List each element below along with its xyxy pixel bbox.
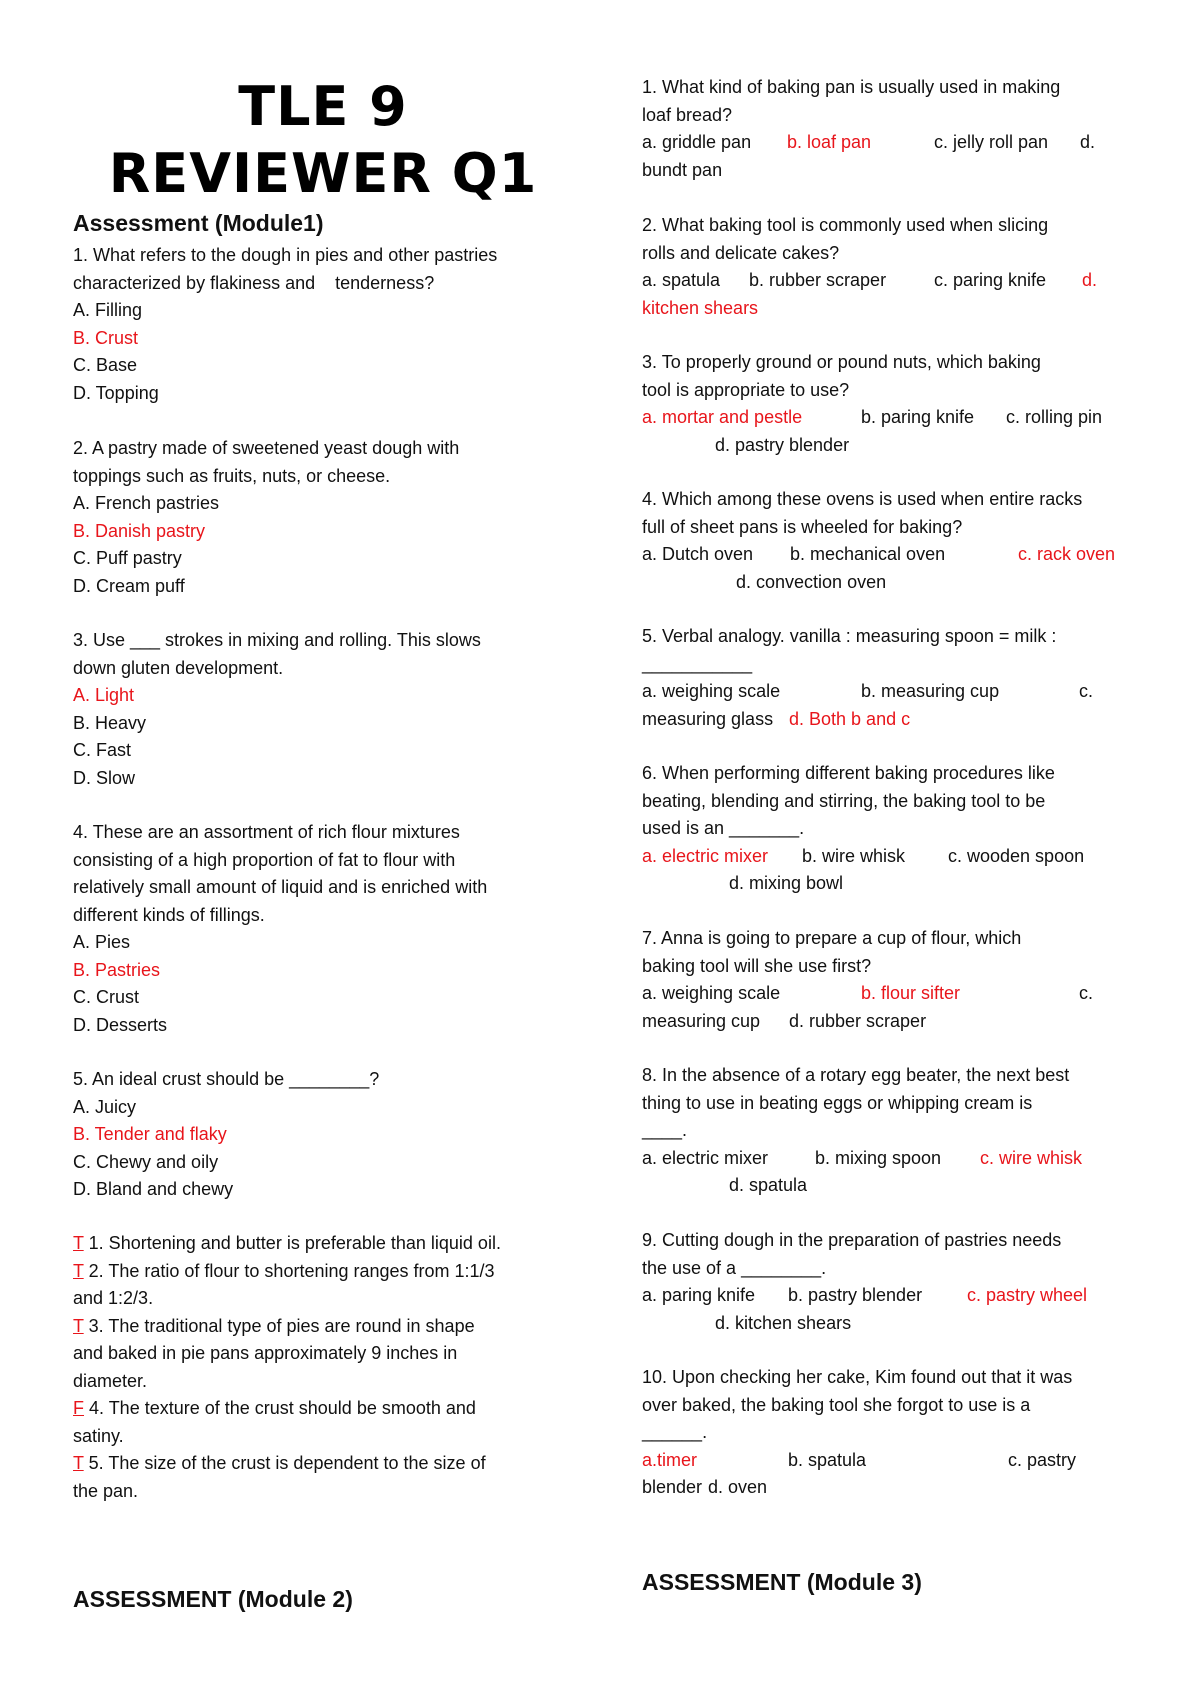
question-stem: 2. A pastry made of sweetened yeast dough with	[73, 438, 460, 458]
answer-blank: ____.	[642, 1120, 688, 1140]
tf-item	[73, 1258, 501, 1286]
option: a. griddle pan	[642, 132, 752, 152]
option: D. Slow	[73, 767, 136, 788]
option: A. French pastries	[73, 493, 220, 513]
option: C. Puff pastry	[73, 548, 182, 568]
question-stem: 3. To properly ground or pound nuts, which baking	[642, 352, 1041, 372]
correct-option: B. Pastries	[73, 959, 161, 980]
answer-blank: ______.	[642, 1422, 708, 1442]
m1-question-4	[73, 819, 487, 1039]
option: b. paring knife	[861, 407, 975, 427]
option: C. Fast	[73, 740, 132, 760]
question-stem: 4. These are an assortment of rich flour mixtures	[73, 822, 460, 842]
question-stem: 8. In the absence of a rotary egg beater, the next best	[642, 1065, 1070, 1085]
question-stem: tool is appropriate to use?	[642, 379, 850, 400]
question-stem: 5. Verbal analogy. vanilla : measuring spoon = milk :	[642, 626, 1057, 646]
option: D. Desserts	[73, 1014, 168, 1035]
tf-statement: 5. The size of the crust is dependent to the size of	[83, 1453, 486, 1473]
option: a. electric mixer	[642, 1147, 769, 1168]
option: A. Pies	[73, 932, 131, 952]
option: a. paring knife	[642, 1285, 756, 1305]
r-question-8	[642, 1062, 1083, 1200]
option: B. Heavy	[73, 712, 147, 733]
question-stem: the use of a ________.	[642, 1257, 827, 1278]
tf-answer: T	[73, 1233, 84, 1253]
option: c.	[1079, 983, 1094, 1003]
correct-option: B. Crust	[73, 327, 139, 348]
correct-option: d. Both b and c	[789, 708, 911, 729]
option: C. Base	[73, 355, 138, 375]
options-row	[642, 432, 1041, 460]
answer-blank: ___________	[642, 653, 753, 674]
options-row	[642, 1474, 1072, 1502]
tf-statement: diameter.	[73, 1370, 148, 1391]
r-question-3	[642, 349, 1103, 459]
r-question-7	[642, 925, 1094, 1035]
correct-option: a. mortar and pestle	[642, 407, 803, 427]
option: b. measuring cup	[861, 681, 1000, 701]
options-row	[642, 404, 1103, 432]
options-row	[642, 870, 1055, 898]
question-stem: used is an _______.	[642, 818, 805, 838]
option: bundt pan	[642, 159, 723, 180]
tf-statement: 2. The ratio of flour to shortening ranges from 1:1/3	[83, 1260, 495, 1281]
m1-question-2	[73, 435, 459, 600]
r-question-5	[642, 623, 1094, 733]
options-row	[642, 1145, 1083, 1173]
question-stem: different kinds of fillings.	[73, 904, 265, 925]
question-stem: consisting of a high proportion of fat to flour with	[73, 849, 456, 870]
question-stem: beating, blending and stirring, the baking tool to be	[642, 790, 1046, 811]
question-stem: down gluten development.	[73, 657, 284, 678]
tf-statement: 3. The traditional type of pies are round in shape	[83, 1315, 475, 1336]
correct-option: kitchen shears	[642, 297, 759, 318]
question-stem: 4. Which among these ovens is used when entire racks	[642, 489, 1083, 509]
option: c.	[1079, 681, 1094, 701]
option: A. Juicy	[73, 1096, 137, 1117]
option: D. Cream puff	[73, 575, 185, 596]
r-question-1	[642, 74, 1096, 184]
option: b. rubber scraper	[749, 270, 887, 290]
option: a. Dutch oven	[642, 544, 754, 564]
title-line-2: REVIEWER Q1	[108, 142, 538, 205]
options-row	[642, 1447, 1077, 1475]
option: blender	[642, 1477, 703, 1497]
option: b. pastry blender	[788, 1285, 923, 1305]
tf-item	[73, 1313, 501, 1341]
correct-option: b. flour sifter	[861, 983, 961, 1003]
tf-answer: F	[73, 1398, 84, 1418]
correct-option: b. loaf pan	[787, 132, 872, 152]
options-row	[642, 1310, 1061, 1338]
tf-answer: T	[73, 1260, 84, 1281]
option: c. wooden spoon	[948, 845, 1085, 866]
title-line-1: TLE 9	[238, 75, 408, 138]
option: A. Filling	[73, 300, 143, 320]
option: D. Bland and chewy	[73, 1179, 234, 1199]
options-row	[642, 1008, 1021, 1036]
tf-statement: and 1:2/3.	[73, 1288, 154, 1308]
option: a. spatula	[642, 270, 721, 290]
option: d. mixing bowl	[729, 873, 844, 893]
correct-option: a.timer	[642, 1449, 698, 1470]
option: d. kitchen shears	[715, 1312, 852, 1333]
tf-answer: T	[73, 1453, 84, 1473]
option: C. Chewy and oily	[73, 1151, 219, 1172]
question-stem: loaf bread?	[642, 104, 733, 125]
option: b. spatula	[788, 1449, 867, 1470]
option: measuring glass	[642, 708, 774, 729]
tf-answer: T	[73, 1315, 84, 1336]
correct-option: d.	[1082, 270, 1098, 290]
options-row	[642, 569, 1082, 597]
question-stem: 3. Use ___ strokes in mixing and rolling. This slows	[73, 630, 481, 650]
option: c. pastry	[1008, 1449, 1077, 1470]
option: measuring cup	[642, 1010, 761, 1031]
correct-option: a. electric mixer	[642, 845, 769, 866]
correct-option: c. pastry wheel	[967, 1285, 1088, 1305]
tf-statement: the pan.	[73, 1480, 139, 1501]
option: d. rubber scraper	[789, 1010, 927, 1031]
option: C. Crust	[73, 987, 140, 1007]
question-stem: 5. An ideal crust should be ________?	[73, 1069, 380, 1089]
question-stem: thing to use in beating eggs or whipping cream is	[642, 1092, 1033, 1113]
tf-item	[73, 1230, 501, 1258]
question-stem: 1. What refers to the dough in pies and other pastries	[73, 245, 498, 265]
question-stem: relatively small amount of liquid and is enriched with	[73, 877, 488, 897]
correct-option: B. Tender and flaky	[73, 1124, 227, 1144]
option: d. pastry blender	[715, 434, 850, 455]
tf-item	[73, 1450, 501, 1478]
option: d. convection oven	[736, 571, 887, 592]
options-row	[642, 1172, 1069, 1200]
tf-statement: 1. Shortening and butter is preferable than liquid oil.	[83, 1233, 501, 1253]
question-stem: 6. When performing different baking procedures like	[642, 763, 1055, 783]
options-row	[642, 706, 1056, 734]
m1-question-5	[73, 1066, 379, 1204]
option: b. wire whisk	[802, 845, 906, 866]
option: c. paring knife	[934, 270, 1047, 290]
r-question-6	[642, 760, 1085, 898]
correct-option: B. Danish pastry	[73, 520, 206, 541]
option: d.	[1080, 132, 1096, 152]
option: c. jelly roll pan	[934, 132, 1049, 152]
question-stem: baking tool will she use first?	[642, 955, 872, 976]
options-row	[642, 541, 1116, 569]
correct-option: c. rack oven	[1018, 544, 1116, 564]
options-row	[642, 980, 1094, 1008]
option: D. Topping	[73, 382, 159, 403]
option: c. rolling pin	[1006, 407, 1103, 427]
question-stem: 1. What kind of baking pan is usually used in making	[642, 77, 1061, 97]
tf-statement: 4. The texture of the crust should be smooth and	[84, 1398, 476, 1418]
options-row	[642, 678, 1094, 706]
tf-statement: and baked in pie pans approximately 9 inches in	[73, 1343, 458, 1363]
r-question-9	[642, 1227, 1088, 1337]
question-stem: 7. Anna is going to prepare a cup of flour, which	[642, 928, 1022, 948]
m1-question-3	[73, 627, 481, 792]
option: a. weighing scale	[642, 983, 781, 1003]
question-stem: full of sheet pans is wheeled for baking?	[642, 516, 963, 537]
question-stem: toppings such as fruits, nuts, or cheese.	[73, 465, 391, 486]
r-question-2	[642, 212, 1098, 322]
tf-statement: satiny.	[73, 1425, 124, 1446]
option: b. mixing spoon	[815, 1147, 942, 1168]
question-stem: characterized by flakiness and tenderness?	[73, 272, 435, 293]
question-stem: over baked, the baking tool she forgot to use is a	[642, 1394, 1031, 1415]
options-row	[642, 843, 1085, 871]
option: d. oven	[708, 1477, 768, 1497]
question-stem: 9. Cutting dough in the preparation of pastries needs	[642, 1230, 1062, 1250]
correct-option: A. Light	[73, 685, 135, 705]
correct-option: c. wire whisk	[980, 1147, 1083, 1168]
question-stem: 10. Upon checking her cake, Kim found out that it was	[642, 1367, 1073, 1387]
r-question-10	[642, 1364, 1077, 1502]
m1-question-1	[73, 242, 497, 407]
options-row	[642, 129, 1096, 157]
module1-heading: Assessment (Module1)	[73, 210, 324, 236]
option: a. weighing scale	[642, 681, 781, 701]
r-question-4	[642, 486, 1116, 596]
module2-heading: ASSESSMENT (Module 2)	[73, 1586, 353, 1612]
tf-item	[73, 1395, 501, 1423]
option: b. mechanical oven	[790, 544, 946, 564]
module3-heading: ASSESSMENT (Module 3)	[642, 1569, 922, 1595]
option: d. spatula	[729, 1175, 808, 1195]
true-false-section	[73, 1230, 501, 1505]
question-stem: 2. What baking tool is commonly used when slicing	[642, 215, 1049, 235]
question-stem: rolls and delicate cakes?	[642, 242, 840, 263]
options-row	[642, 1282, 1088, 1310]
options-row	[642, 267, 1098, 295]
